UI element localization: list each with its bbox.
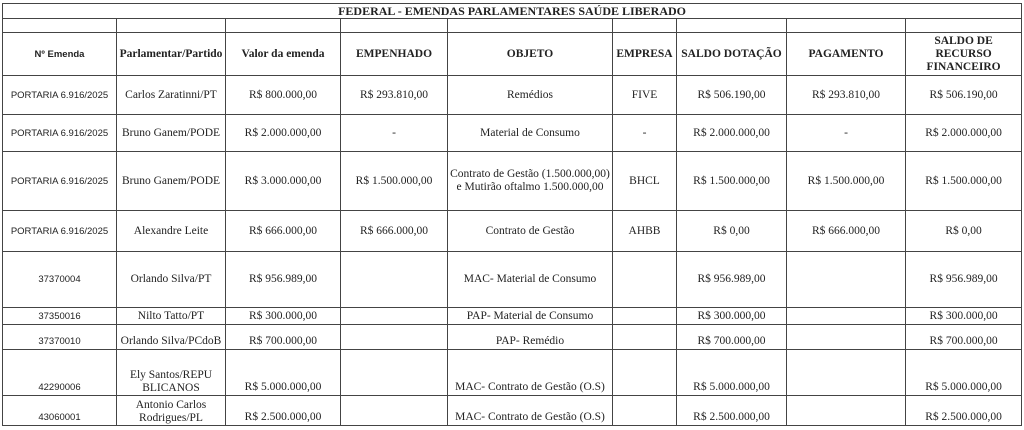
table-cell: R$ 293.810,00	[341, 76, 448, 115]
table-cell: R$ 2.500.000,00	[677, 396, 787, 426]
table-cell	[613, 308, 677, 325]
table-cell: R$ 2.500.000,00	[226, 396, 341, 426]
table-cell: -	[613, 115, 677, 152]
table-cell: R$ 700.000,00	[677, 325, 787, 350]
table-cell: R$ 666.000,00	[226, 211, 341, 252]
table-cell: AHBB	[613, 211, 677, 252]
table-cell: MAC- Material de Consumo	[448, 252, 613, 308]
table-cell	[787, 325, 906, 350]
table-row	[3, 350, 1022, 396]
table-cell: Bruno Ganem/PODE	[117, 152, 226, 211]
table-cell: PAP- Remédio	[448, 325, 613, 350]
table-cell: R$ 1.500.000,00	[677, 152, 787, 211]
table-cell: R$ 800.000,00	[226, 76, 341, 115]
table-cell: Orlando Silva/PT	[117, 252, 226, 308]
table-row	[3, 152, 1022, 211]
table-cell: Nilto Tatto/PT	[117, 308, 226, 325]
table-cell	[787, 350, 906, 396]
table-cell: PORTARIA 6.916/2025	[3, 152, 117, 211]
table-cell	[341, 325, 448, 350]
table-cell	[341, 350, 448, 396]
table-cell: Carlos Zaratinni/PT	[117, 76, 226, 115]
table-cell: MAC- Contrato de Gestão (O.S)	[448, 396, 613, 426]
table-cell: Orlando Silva/PCdoB	[117, 325, 226, 350]
table-cell: Antonio Carlos Rodrigues/PL	[117, 396, 226, 426]
col-header-emenda: Nº Emenda	[3, 33, 117, 76]
table-cell: Remédios	[448, 76, 613, 115]
table-cell: R$ 0,00	[906, 211, 1022, 252]
table-cell: PORTARIA 6.916/2025	[3, 76, 117, 115]
table-cell	[341, 252, 448, 308]
table-cell: 37370010	[3, 325, 117, 350]
blank-row	[3, 19, 1022, 33]
table-cell: R$ 5.000.000,00	[677, 350, 787, 396]
table-cell: 37350016	[3, 308, 117, 325]
table-cell: R$ 2.000.000,00	[226, 115, 341, 152]
col-header-saldo-recurso: SALDO DE RECURSO FINANCEIRO	[906, 33, 1022, 76]
table-cell: R$ 293.810,00	[787, 76, 906, 115]
table-cell: Alexandre Leite	[117, 211, 226, 252]
table-cell: R$ 2.500.000,00	[906, 396, 1022, 426]
table-row	[3, 252, 1022, 308]
table-cell	[613, 350, 677, 396]
table-cell: PAP- Material de Consumo	[448, 308, 613, 325]
table-cell	[787, 396, 906, 426]
table-cell: -	[787, 115, 906, 152]
table-cell: R$ 956.989,00	[226, 252, 341, 308]
table-cell	[613, 396, 677, 426]
col-header-pagamento: PAGAMENTO	[787, 33, 906, 76]
table-cell: 42290006	[3, 350, 117, 396]
table-row	[3, 396, 1022, 426]
table-cell: R$ 666.000,00	[341, 211, 448, 252]
table-cell: R$ 506.190,00	[677, 76, 787, 115]
table-cell: R$ 506.190,00	[906, 76, 1022, 115]
table-cell: R$ 1.500.000,00	[787, 152, 906, 211]
table-cell: R$ 666.000,00	[787, 211, 906, 252]
table-cell: R$ 1.500.000,00	[906, 152, 1022, 211]
col-header-empresa: EMPRESA	[613, 33, 677, 76]
table-cell: R$ 2.000.000,00	[677, 115, 787, 152]
table-cell: -	[341, 115, 448, 152]
table-cell: Contrato de Gestão	[448, 211, 613, 252]
table-cell: R$ 2.000.000,00	[906, 115, 1022, 152]
table-cell: Material de Consumo	[448, 115, 613, 152]
table-cell: R$ 956.989,00	[906, 252, 1022, 308]
table-row	[3, 211, 1022, 252]
table-cell: R$ 300.000,00	[906, 308, 1022, 325]
col-header-empenhado: EMPENHADO	[341, 33, 448, 76]
table-cell: 37370004	[3, 252, 117, 308]
emendas-table	[2, 3, 1022, 426]
table-cell: R$ 0,00	[677, 211, 787, 252]
table-cell	[787, 252, 906, 308]
table-cell: Bruno Ganem/PODE	[117, 115, 226, 152]
header-row	[3, 33, 1022, 76]
col-header-saldo-dotacao: SALDO DOTAÇÃO	[677, 33, 787, 76]
table-cell: Ely Santos/REPUBLICANOS	[117, 350, 226, 396]
table-cell: R$ 700.000,00	[226, 325, 341, 350]
table-cell: R$ 300.000,00	[677, 308, 787, 325]
table-cell	[787, 308, 906, 325]
table-row	[3, 115, 1022, 152]
table-cell: BHCL	[613, 152, 677, 211]
table-row	[3, 308, 1022, 325]
table-row	[3, 76, 1022, 115]
table-cell	[613, 252, 677, 308]
table-cell: R$ 5.000.000,00	[226, 350, 341, 396]
table-cell: R$ 3.000.000,00	[226, 152, 341, 211]
col-header-objeto: OBJETO	[448, 33, 613, 76]
table-title: FEDERAL - EMENDAS PARLAMENTARES SAÚDE LIBERADO	[3, 4, 1022, 19]
col-header-valor: Valor da emenda	[226, 33, 341, 76]
table-cell: R$ 5.000.000,00	[906, 350, 1022, 396]
table-cell: PORTARIA 6.916/2025	[3, 211, 117, 252]
table-cell: PORTARIA 6.916/2025	[3, 115, 117, 152]
table-cell	[341, 308, 448, 325]
table-cell: FIVE	[613, 76, 677, 115]
table-cell: 43060001	[3, 396, 117, 426]
table-cell: MAC- Contrato de Gestão (O.S)	[448, 350, 613, 396]
table-cell: R$ 700.000,00	[906, 325, 1022, 350]
table-cell: Contrato de Gestão (1.500.000,00) e Mutirão oftalmo 1.500.000,00	[448, 152, 613, 211]
table-row	[3, 325, 1022, 350]
table-cell: R$ 300.000,00	[226, 308, 341, 325]
table-cell	[341, 396, 448, 426]
table-cell	[613, 325, 677, 350]
col-header-parlamentar: Parlamentar/Partido	[117, 33, 226, 76]
title-row	[3, 4, 1022, 19]
table-cell: R$ 1.500.000,00	[341, 152, 448, 211]
table-cell: R$ 956.989,00	[677, 252, 787, 308]
